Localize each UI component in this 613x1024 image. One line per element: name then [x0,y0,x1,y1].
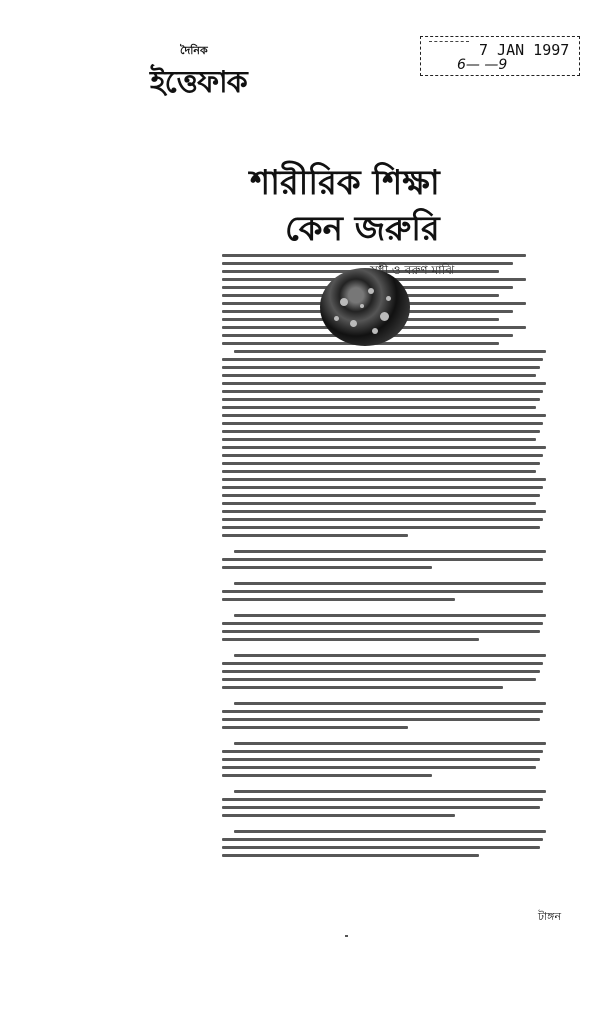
body-text-line [222,502,536,505]
body-text-line [234,654,546,657]
body-text-line [222,854,479,857]
body-text-line [222,406,536,409]
stamp-date: 7 JAN 1997 [479,41,570,59]
body-text-line [222,262,513,265]
paragraph-gap [222,646,560,654]
photo-highlight [386,296,391,301]
body-text-line [222,446,546,449]
archive-stamp [420,36,580,76]
photo-highlight [380,312,389,321]
photo-highlight [360,304,364,308]
body-text-line [234,790,546,793]
body-text-line [222,390,543,393]
body-text-line [234,830,546,833]
body-text-line [222,774,432,777]
body-text-line [222,678,536,681]
body-text-line [222,622,543,625]
body-text-line [222,398,540,401]
masthead-prefix: দৈনিক [180,44,208,57]
body-text-line [222,486,543,489]
body-text-line [222,662,543,665]
body-text-line [222,670,540,673]
body-text-line [222,366,540,369]
body-text-line [222,590,543,593]
body-text-line [222,558,543,561]
body-text-line [222,414,546,417]
body-text-line [222,686,503,689]
photo-highlight [340,298,348,306]
body-text-line [222,846,540,849]
body-text-line [222,630,540,633]
body-text-line [222,494,540,497]
body-text-line [222,374,536,377]
body-text-line [222,478,546,481]
article-signoff: টাঙ্গন [538,910,562,923]
body-text-line [234,742,546,745]
body-text-line [222,710,543,713]
photo-highlight [334,316,339,321]
body-text-line [222,766,536,769]
body-text-line [234,550,546,553]
page-speck [345,935,348,937]
paragraph-gap [222,574,560,582]
body-text-line [222,798,543,801]
body-text-line [222,806,540,809]
body-text-line [234,702,546,705]
body-text-line [222,758,540,761]
photo-highlight [372,328,378,334]
stamp-line [429,41,469,43]
paragraph-gap [222,862,560,870]
body-text-line [234,582,546,585]
photo-highlight [368,288,374,294]
body-text-line [222,462,540,465]
body-text-line [222,438,536,441]
headline-line-2: কেন জরুরি [285,209,440,249]
body-text-line [222,726,408,729]
headline-line-1: শারীরিক শিক্ষা [250,163,440,203]
body-text-line [222,358,543,361]
body-text-line [222,750,543,753]
body-text-line [222,566,432,569]
body-text-line [222,718,540,721]
stamp-number: 6— —9 [457,57,508,73]
article-photo [320,268,410,346]
article-body [222,254,560,870]
body-text-line [222,430,540,433]
body-text-line [222,814,455,817]
paragraph-gap [222,782,560,790]
body-text-line [222,382,546,385]
body-text-line [234,614,546,617]
body-text-line [222,534,408,537]
body-text-line [222,598,455,601]
body-text-line [222,638,479,641]
body-text-line [222,454,543,457]
body-text-line [222,838,543,841]
body-text-line [234,350,546,353]
masthead-name: ইত্তেফাক [150,65,247,100]
paragraph-gap [222,734,560,742]
body-text-line [222,470,536,473]
article-headline [250,160,440,252]
paragraph-gap [222,542,560,550]
body-text-line [222,254,526,257]
paragraph-gap [222,606,560,614]
body-text-line [222,510,546,513]
paragraph-gap [222,822,560,830]
photo-highlight [350,320,357,327]
paragraph-gap [222,694,560,702]
body-text-line [222,526,540,529]
body-text-line [222,518,543,521]
body-text-line [222,422,543,425]
